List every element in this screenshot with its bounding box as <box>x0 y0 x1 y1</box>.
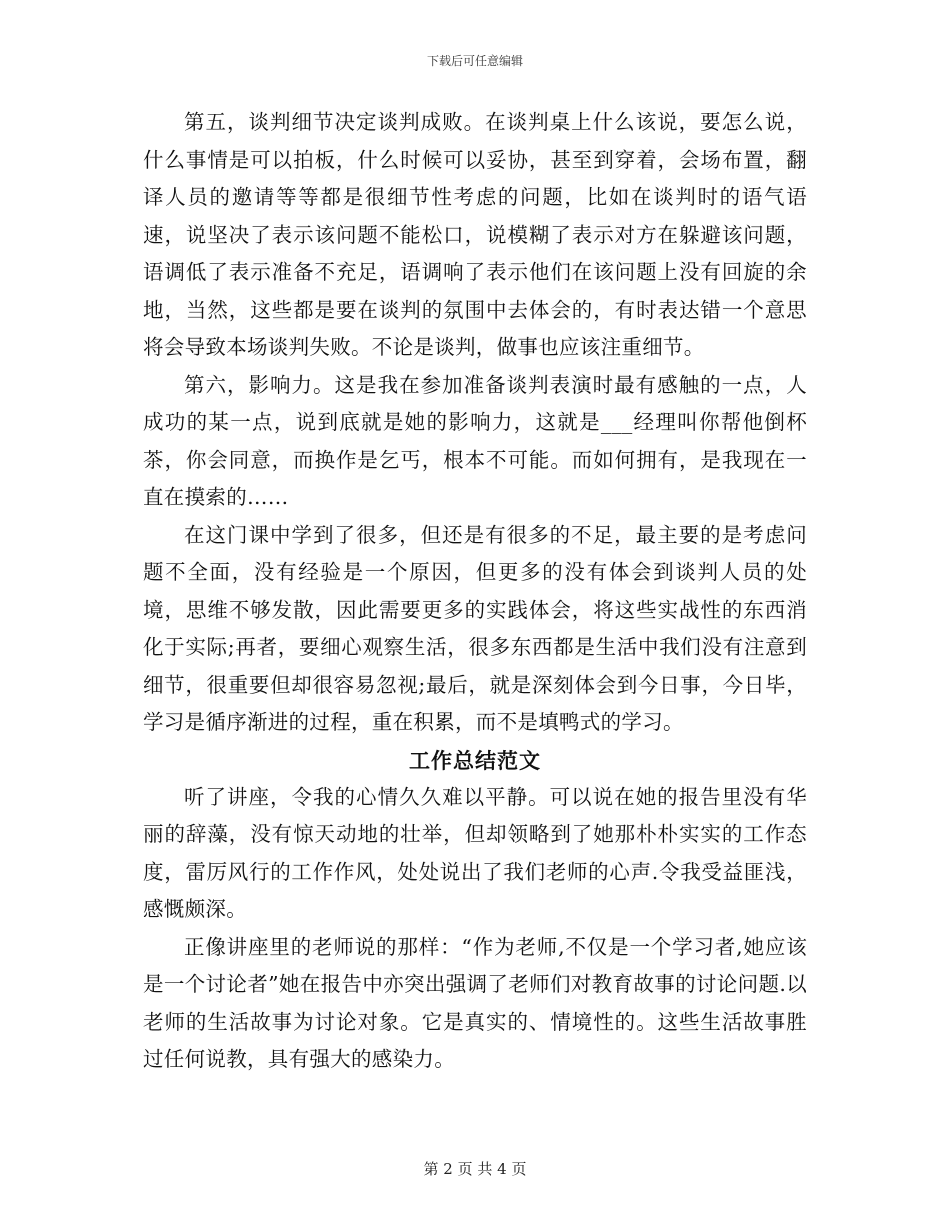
paragraph-teacher-quote: 正像讲座里的老师说的那样：“作为老师,不仅是一个学习者,她应该是一个讨论者”她在报告中亦突出强调了老师们对教育故事的讨论问题.以老师的生活故事为讨论对象。它是真实的、情境性的。这些生活故事胜过任何说教，具有强大的感染力。 <box>143 934 807 1071</box>
page-header: 下载后可任意编辑 <box>426 54 523 68</box>
paragraph-influence: 第六，影响力。这是我在参加准备谈判表演时最有感触的一点，人成功的某一点，说到底就是她的影响力，这就是___经理叫你帮他倒杯茶，你会同意，而换作是乞丐，根本不可能。而如何拥有，是我现在一直在摸索的…… <box>143 372 807 509</box>
document-body <box>143 104 807 1079</box>
section-title: 工作总结范文 <box>409 747 541 773</box>
paragraph-course-reflection: 在这门课中学到了很多，但还是有很多的不足，最主要的是考虑问题不全面，没有经验是一个原因，但更多的没有体会到谈判人员的处境，思维不够发散，因此需要更多的实践体会，将这些实战性的东西消化于实际;再者，要细心观察生活，很多东西都是生活中我们没有注意到细节，很重要但却很容易忽视;最后，就是深刻体会到今日事，今日毕，学习是循序渐进的过程，重在积累，而不是填鸭式的学习。 <box>143 522 807 734</box>
paragraph-lecture-impression: 听了讲座，令我的心情久久难以平静。可以说在她的报告里没有华丽的辞藻，没有惊天动地的壮举，但却领略到了她那朴朴实实的工作态度，雷厉风行的工作作风，处处说出了我们老师的心声.令我受益匪浅，感慨颇深。 <box>143 784 807 921</box>
paragraph-detail: 第五，谈判细节决定谈判成败。在谈判桌上什么该说，要怎么说，什么事情是可以拍板，什么时候可以妥协，甚至到穿着，会场布置，翻译人员的邀请等等都是很细节性考虑的问题，比如在谈判时的语气语速，说坚决了表示该问题不能松口，说模糊了表示对方在躲避该问题，语调低了表示准备不充足，语调响了表示他们在该问题上没有回旋的余地，当然，这些都是要在谈判的氛围中去体会的，有时表达错一个意思将会导致本场谈判失败。不论是谈判，做事也应该注重细节。 <box>143 110 807 359</box>
page-footer: 第 2 页 共 4 页 <box>423 1160 527 1178</box>
